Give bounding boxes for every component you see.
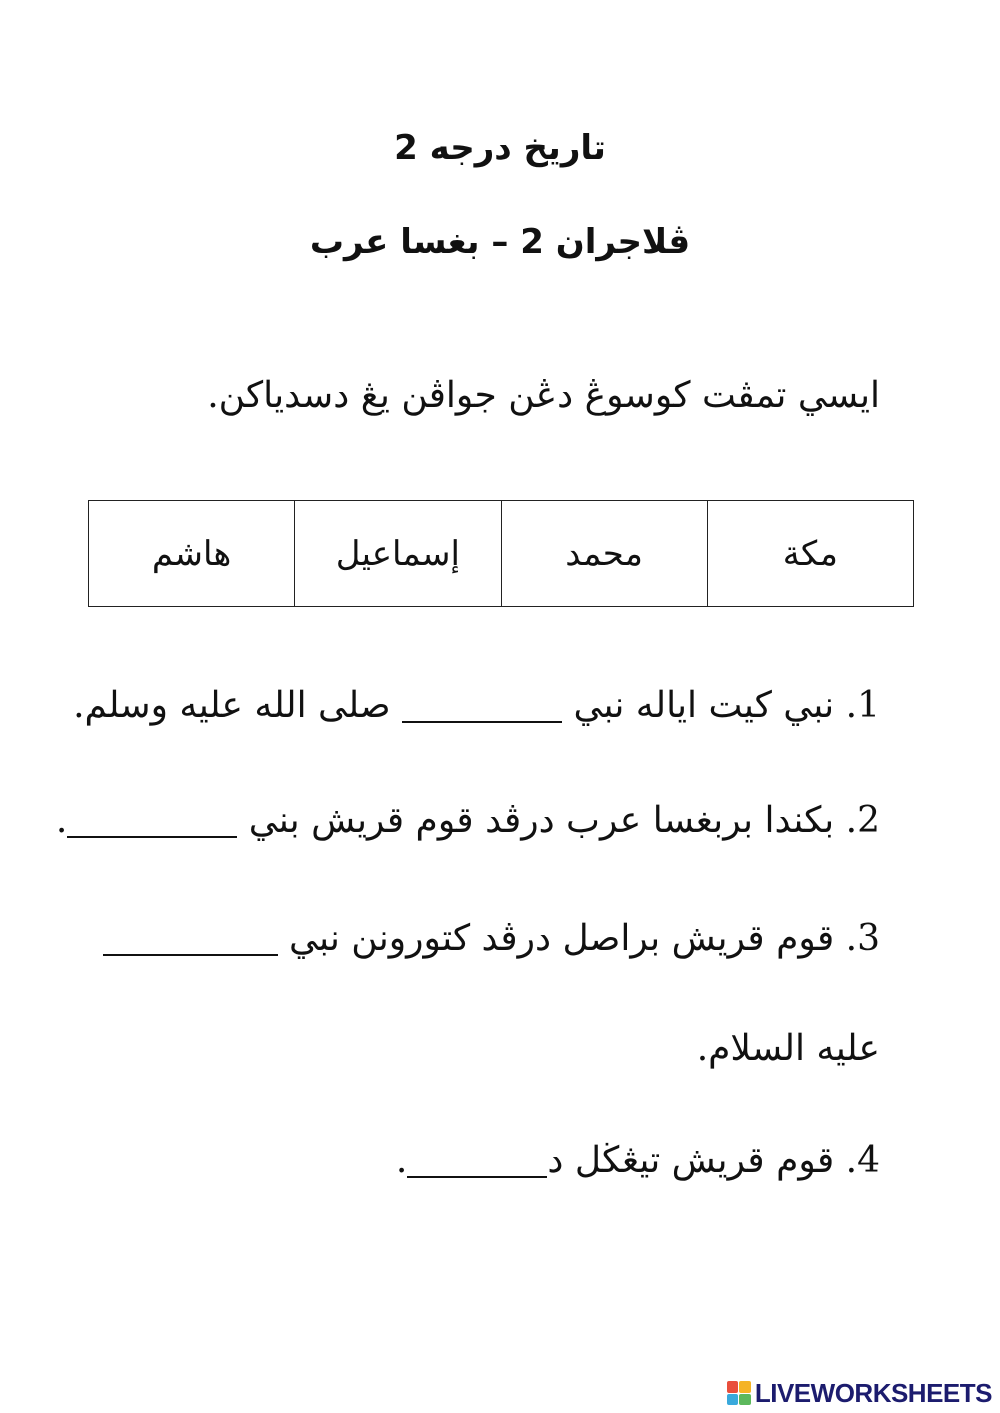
- question-text: قوم قريش براصل درڤد كتورونن نبي: [288, 918, 835, 959]
- question-text-after: .: [395, 1140, 408, 1181]
- question-text: بكندا بربغسا عرب درڤد قوم قريش بني: [248, 800, 835, 841]
- liveworksheets-logo: [727, 1377, 992, 1408]
- word-bank-row: [89, 501, 914, 607]
- word-bank-cell: إسماعيل: [295, 501, 501, 607]
- word-bank-cell: هاشم: [89, 501, 295, 607]
- worksheet-title: تاريخ درجه 2: [394, 128, 606, 168]
- question-text: نبي كيت اياله نبي: [573, 685, 835, 726]
- instruction-text: ايسي تمڤت كوسوڠ دڠن جواڤن يڠ دسدياكن.: [207, 375, 880, 416]
- question-2: [56, 800, 880, 841]
- question-number: 3.: [845, 918, 880, 959]
- question-1: [73, 685, 880, 726]
- question-text-after: صلى الله عليه وسلم.: [73, 685, 391, 726]
- word-bank-table: [88, 500, 914, 607]
- question-3: [103, 918, 881, 959]
- answer-blank-4[interactable]: [407, 1175, 547, 1178]
- answer-blank-3[interactable]: [103, 953, 278, 956]
- liveworksheets-logo-icon: [727, 1381, 751, 1405]
- question-number: 1.: [845, 685, 880, 726]
- word-bank-cell: محمد: [501, 501, 707, 607]
- question-3-continuation: عليه السلام.: [696, 1028, 880, 1069]
- answer-blank-1[interactable]: [402, 720, 562, 723]
- question-text: قوم قريش تيڠڬل د: [547, 1140, 835, 1181]
- question-text-after: .: [55, 800, 68, 841]
- question-number: 2.: [845, 800, 880, 841]
- word-bank-cell: مكة: [707, 501, 913, 607]
- liveworksheets-logo-text: LIVEWORKSHEETS: [754, 1377, 992, 1408]
- question-number: 4.: [845, 1140, 880, 1181]
- answer-blank-2[interactable]: [67, 835, 237, 838]
- question-4: [396, 1140, 880, 1181]
- worksheet-subtitle: ڤلاجران 2 – بغسا عرب: [309, 222, 691, 262]
